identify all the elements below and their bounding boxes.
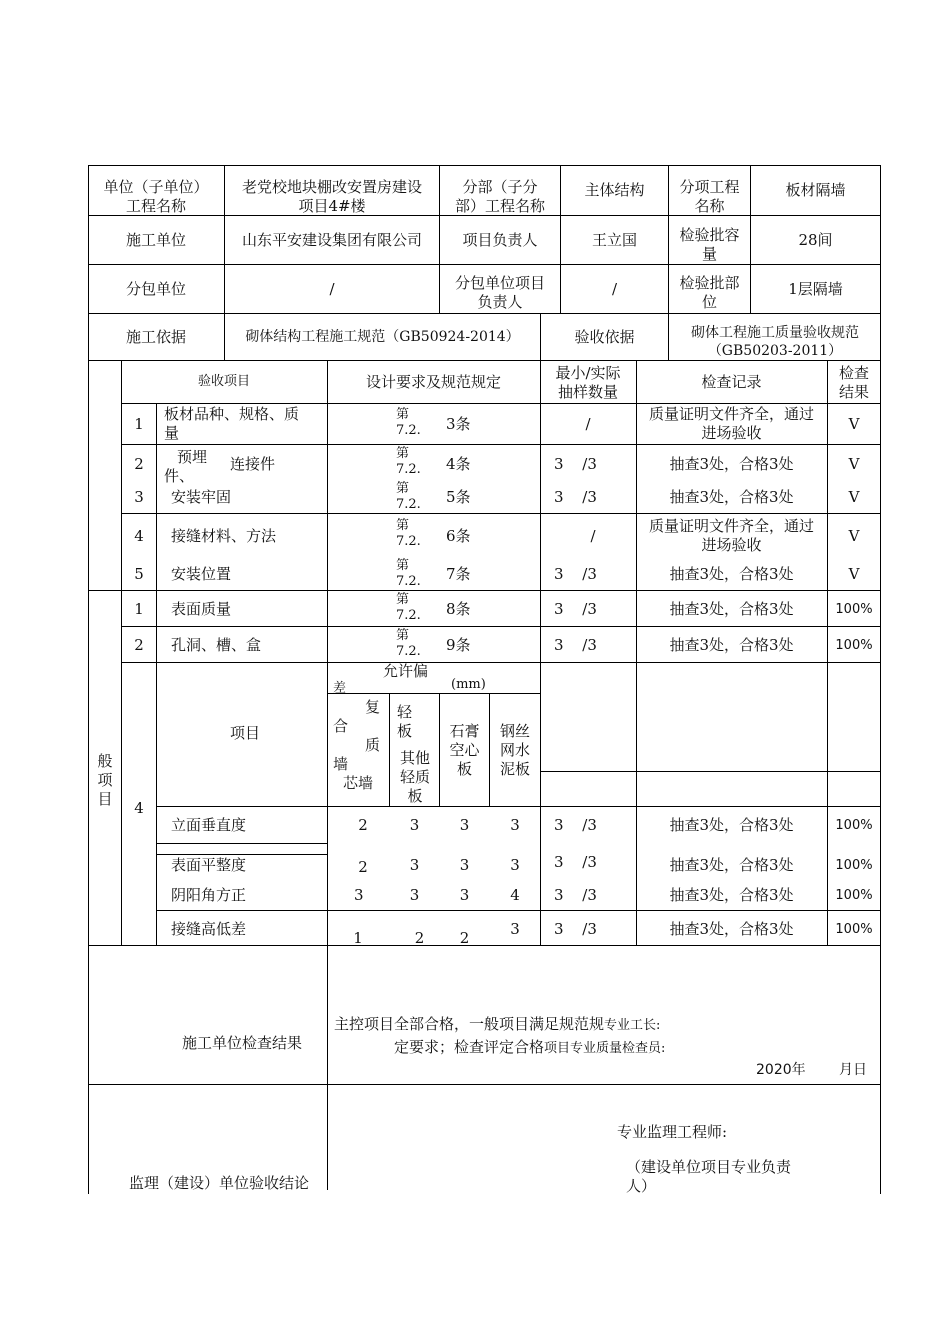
sample-count: 3 /3 (554, 886, 597, 904)
table-row-no: 1 (134, 600, 144, 618)
check-result: 100% (835, 888, 873, 903)
clause-number: 6条 (446, 527, 471, 545)
division-label: 分部（子分 部）工程名称 (454, 178, 545, 215)
sample-count: 3 /3 (554, 920, 597, 938)
tolerance-title: 允许偏 (383, 662, 429, 680)
table-row-name: 接缝材料、方法 (171, 527, 277, 545)
deviation-value: 3 (459, 856, 470, 874)
tol-col-qing: 轻 板 (397, 703, 413, 740)
clause-number: 8条 (446, 600, 471, 618)
deviation-value: 3 (510, 920, 520, 938)
table-row-no: 2 (134, 636, 144, 654)
deviation-value: 2 (358, 858, 368, 876)
table-row-no: 4 (134, 527, 144, 545)
sample-count: / (590, 527, 596, 545)
table-row-no: 1 (134, 415, 144, 433)
check-result: 100% (835, 602, 873, 617)
tolerance-cha: 差 (333, 681, 347, 696)
check-record: 抽查3处，合格3处 (669, 920, 794, 938)
check-record: 抽查3处，合格3处 (669, 600, 794, 618)
table-row-no: 3 (134, 488, 144, 506)
sample-count: / (585, 415, 591, 433)
deviation-value: 3 (409, 816, 420, 834)
capacity-value: 28间 (798, 231, 833, 249)
sample-count: 3 /3 (554, 600, 597, 618)
constructor-check-label: 施工单位检查结果 (182, 1034, 303, 1052)
table-row-name: 安装位置 (171, 565, 232, 583)
accept-value: 砌体工程施工质量验收规范 （GB50203-2011） (691, 325, 859, 359)
constructor-value: 山东平安建设集团有限公司 (241, 231, 422, 249)
deviation-row-name: 表面平整度 (171, 856, 247, 874)
manager-label: 项目负责人 (462, 231, 538, 249)
deviation-value: 3 (510, 856, 520, 874)
sub-manager-value: / (611, 280, 618, 298)
deviation-row-name: 立面垂直度 (171, 816, 247, 834)
table-row-name: 预埋 件、 (164, 448, 208, 485)
sample-count: 3 /3 (554, 816, 597, 834)
table-row-name: 孔洞、槽、盒 (171, 636, 262, 654)
supervision-label: 监理（建设）单位验收结论 (129, 1174, 310, 1192)
deviation-row-name: 接缝高低差 (171, 920, 247, 938)
basis-value: 砌体结构工程施工规范（GB50924-2014） (245, 329, 520, 345)
clause-prefix: 第 7.2. (396, 518, 421, 549)
check-text-line1: 主控项目全部合格，一般项目满足规范规专业工长: (334, 1015, 661, 1033)
check-record: 抽查3处，合格3处 (669, 886, 794, 904)
check-month-day: 月日 (839, 1062, 867, 1078)
constructor-label: 施工单位 (125, 231, 186, 249)
sample-count: 3 /3 (554, 636, 597, 654)
tol-col-shigao: 石膏 空心 板 (449, 722, 480, 778)
table-row-no: 4 (134, 799, 144, 817)
check-record: 抽查3处，合格3处 (669, 816, 794, 834)
table-right-border (880, 165, 881, 1194)
check-record: 抽查3处，合格3处 (669, 488, 794, 506)
deviation-value: 3 (409, 886, 420, 904)
sample-count: 3 /3 (554, 853, 597, 871)
check-result: V (848, 527, 860, 545)
unit-value: 老党校地块棚改安置房建设 项目4#楼 (241, 178, 422, 215)
deviation-item-header: 项目 (230, 724, 261, 742)
check-result: 100% (835, 922, 873, 937)
clause-number: 9条 (446, 636, 471, 654)
clause-prefix: 第 7.2. (396, 558, 421, 589)
deviation-value: 2 (358, 816, 368, 834)
part-value: 1层隔墙 (788, 280, 843, 298)
deviation-value: 3 (510, 816, 520, 834)
check-result: V (848, 565, 860, 583)
check-result: V (848, 415, 860, 433)
clause-prefix: 第 7.2. (396, 407, 421, 438)
deviation-value: 4 (510, 886, 520, 904)
sample-count: 3 /3 (554, 455, 597, 473)
check-result: 100% (835, 858, 873, 873)
col-item-header: 验收项目 (197, 374, 250, 389)
division-value: 主体结构 (584, 181, 645, 199)
check-result: V (848, 455, 860, 473)
check-record: 抽查3处，合格3处 (669, 565, 794, 583)
manager-value: 王立国 (591, 231, 637, 249)
check-record: 抽查3处，合格3处 (669, 636, 794, 654)
deviation-value: 2 (459, 929, 470, 947)
table-top-border (88, 165, 881, 166)
check-record: 抽查3处，合格3处 (669, 455, 794, 473)
clause-number: 4条 (446, 455, 471, 473)
clause-prefix: 第 7.2. (396, 628, 421, 659)
check-record: 抽查3处，合格3处 (669, 856, 794, 874)
general-section-label: 般 项 目 (97, 752, 113, 808)
deviation-row-name: 阴阳角方正 (171, 886, 247, 904)
col-record-header: 检查记录 (701, 373, 762, 391)
capacity-label: 检验批容 量 (679, 226, 740, 263)
check-result: 100% (835, 818, 873, 833)
check-text-line2: 定要求；检查评定合格项目专业质量检查员: (394, 1038, 666, 1056)
table-row-no: 2 (134, 455, 144, 473)
check-record: 质量证明文件齐全，通过 进场验收 (648, 405, 814, 442)
subcontractor-value: / (329, 280, 335, 298)
deviation-value: 3 (409, 856, 420, 874)
tolerance-unit: (mm) (451, 677, 486, 692)
col-sample-header: 最小/实际 抽样数量 (555, 364, 621, 401)
sub-manager-label: 分包单位项目 负责人 (454, 274, 545, 311)
deviation-value: 2 (414, 929, 425, 947)
part-label: 检验批部 位 (679, 274, 740, 311)
supervision-engineer: 专业监理工程师: (617, 1123, 728, 1141)
subcontractor-label: 分包单位 (125, 280, 186, 298)
clause-number: 7条 (446, 565, 471, 583)
clause-number: 5条 (446, 488, 471, 506)
deviation-value: 3 (354, 886, 364, 904)
tol-col-qita: 其他 轻质 板 (399, 749, 430, 805)
owner-responsible: （建设单位项目专业负责 人） (626, 1158, 792, 1195)
table-left-border (88, 165, 89, 1194)
table-row-name: 表面质量 (171, 600, 232, 618)
tol-col-gangsi: 钢丝 网水 泥板 (499, 722, 530, 778)
table-row-name: 板材品种、规格、质 量 (164, 405, 300, 442)
check-result: V (848, 488, 860, 506)
col-design-header: 设计要求及规范规定 (365, 373, 501, 391)
col-result-header: 检查 结果 (838, 364, 869, 401)
deviation-value: 3 (459, 886, 470, 904)
item-value: 板材隔墙 (785, 181, 846, 199)
table-row-name: 安装牢固 (171, 488, 232, 506)
table-row-no: 5 (134, 565, 144, 583)
tol-col-fuhe: 复 合 质 墙 芯墙 (333, 698, 381, 792)
accept-label: 验收依据 (574, 328, 635, 346)
deviation-value: 1 (353, 929, 363, 947)
clause-number: 3条 (446, 415, 471, 433)
table-row-name-tail: 连接件 (230, 455, 276, 473)
deviation-value: 3 (459, 816, 470, 834)
check-result: 100% (835, 638, 873, 653)
clause-prefix: 第 7.2. (396, 446, 421, 477)
clause-prefix: 第 7.2. (396, 592, 421, 623)
unit-label: 单位（子单位） 工程名称 (103, 178, 209, 215)
basis-label: 施工依据 (125, 328, 186, 346)
sample-count: 3 /3 (554, 565, 597, 583)
item-label: 分项工程 名称 (679, 178, 740, 215)
check-year: 2020年 (756, 1062, 806, 1078)
check-record: 质量证明文件齐全，通过 进场验收 (648, 517, 814, 554)
sample-count: 3 /3 (554, 488, 597, 506)
clause-prefix: 第 7.2. (396, 481, 421, 512)
